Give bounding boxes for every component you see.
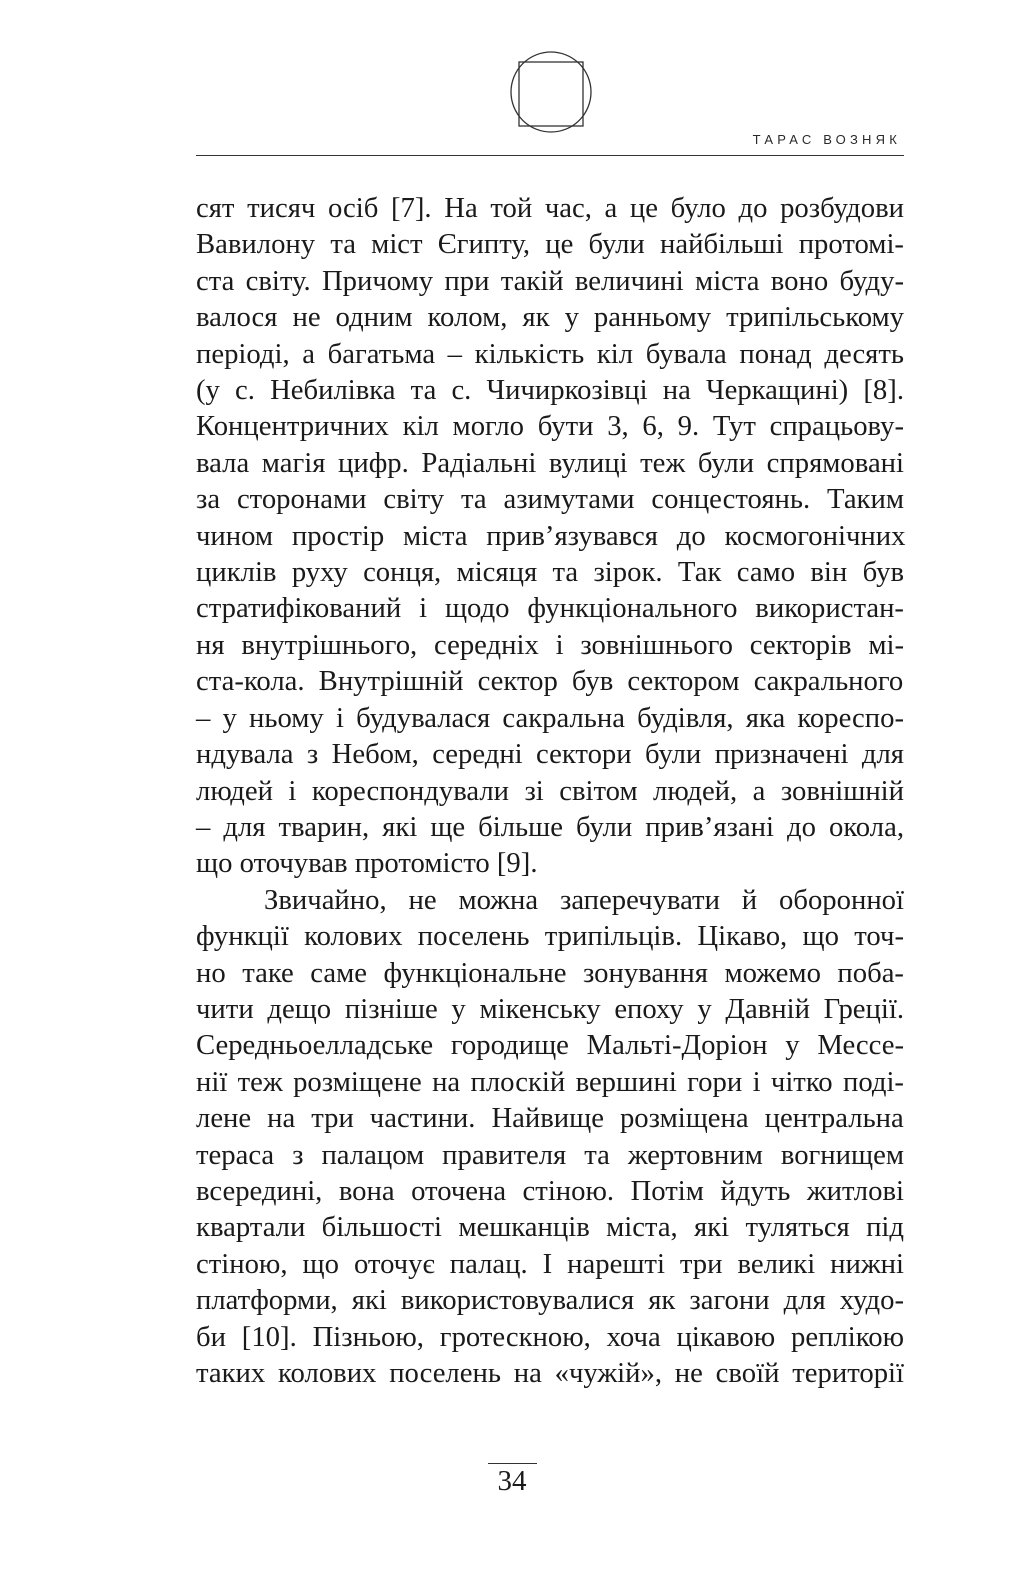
running-head-author: ТАРАС ВОЗНЯК: [752, 132, 901, 147]
text-line: лене на три частини. Найвище розміщена центральна: [196, 1102, 904, 1135]
text-line: но таке саме функціональне зонування можемо поба-: [196, 956, 904, 989]
text-line: тераса з палацом правителя та жертовним вогнищем: [196, 1138, 904, 1171]
circle-square-emblem-icon: [509, 50, 593, 134]
text-line: Вавилону та міст Єгипту, це були найбільші протомі-: [196, 228, 904, 261]
text-line: за сторонами світу та азимутами сонцестоянь. Таким: [196, 483, 904, 516]
page-number-label: 34: [488, 1463, 537, 1496]
text-line: ндувала з Небом, середні сектори були призначені для: [196, 738, 904, 771]
text-line: – для тварин, які ще більше були прив’язані до окола,: [196, 810, 904, 843]
text-line: ня внутрішнього, середніх і зовнішнього секторів мі-: [196, 628, 904, 661]
text-line: сят тисяч осіб [7]. На той час, а це було до розбудови: [196, 192, 904, 224]
text-line: – у ньому і будувалася сакральна будівля, яка кореспо-: [196, 701, 904, 734]
text-line: ста світу. Причому при такій величині міста воно буду-: [196, 264, 904, 297]
text-line: циклів руху сонця, місяця та зірок. Так само він був: [196, 556, 904, 589]
text-line: стратифікований і щодо функціонального використан-: [196, 592, 904, 625]
text-line: що оточував протомісто [9].: [196, 847, 538, 880]
text-line: платформи, які використовувалися як загони для худо-: [196, 1284, 904, 1317]
text-line: людей і кореспондували зі світом людей, а зовнішній: [196, 774, 904, 807]
text-line: Середньоелладське городище Мальті-Доріон у Мессе-: [196, 1029, 904, 1062]
header-rule: [196, 155, 904, 156]
page-number: [0, 1463, 1024, 1496]
text-line: стіною, що оточує палац. І нарешті три великі нижні: [196, 1247, 904, 1280]
text-line: би [10]. Пізньою, гротескною, хоча цікавою реплікою: [196, 1320, 904, 1353]
text-line: Концентричних кіл могло бути 3, 6, 9. Тут спрацьову-: [196, 410, 904, 443]
text-line: чити дещо пізніше у мікенську епоху у Давній Греції.: [196, 992, 904, 1025]
paragraph: [196, 882, 904, 1392]
text-line: валося не одним колом, як у ранньому трипільському: [196, 301, 904, 334]
text-line: таких колових поселень на «чужій», не своїй території: [196, 1357, 904, 1389]
text-line: (у с. Небилівка та с. Чичиркозівці на Черкащині) [8].: [196, 374, 904, 407]
paragraph: [196, 190, 904, 882]
text-line: Звичайно, не можна заперечувати й оборонної: [264, 883, 904, 916]
text-line: всередині, вона оточена стіною. Потім йдуть житлові: [196, 1174, 904, 1207]
text-line: ста-кола. Внутрішній сектор був сектором сакрального: [196, 665, 904, 698]
text-line: періоді, а багатьма – кількість кіл бувала понад десять: [196, 337, 904, 370]
text-line: вала магія цифр. Радіальні вулиці теж були спрямовані: [196, 446, 904, 479]
text-line: квартали більшості мешканців міста, які туляться під: [196, 1211, 904, 1244]
text-line: нії теж розміщене на плоскій вершині гори і чітко поді-: [196, 1065, 904, 1098]
text-line: чином простір міста прив’язувався до космогонічних: [196, 519, 904, 552]
text-line: функції колових поселень трипільців. Цікаво, що точ-: [196, 920, 904, 953]
body-text: [196, 190, 904, 1391]
